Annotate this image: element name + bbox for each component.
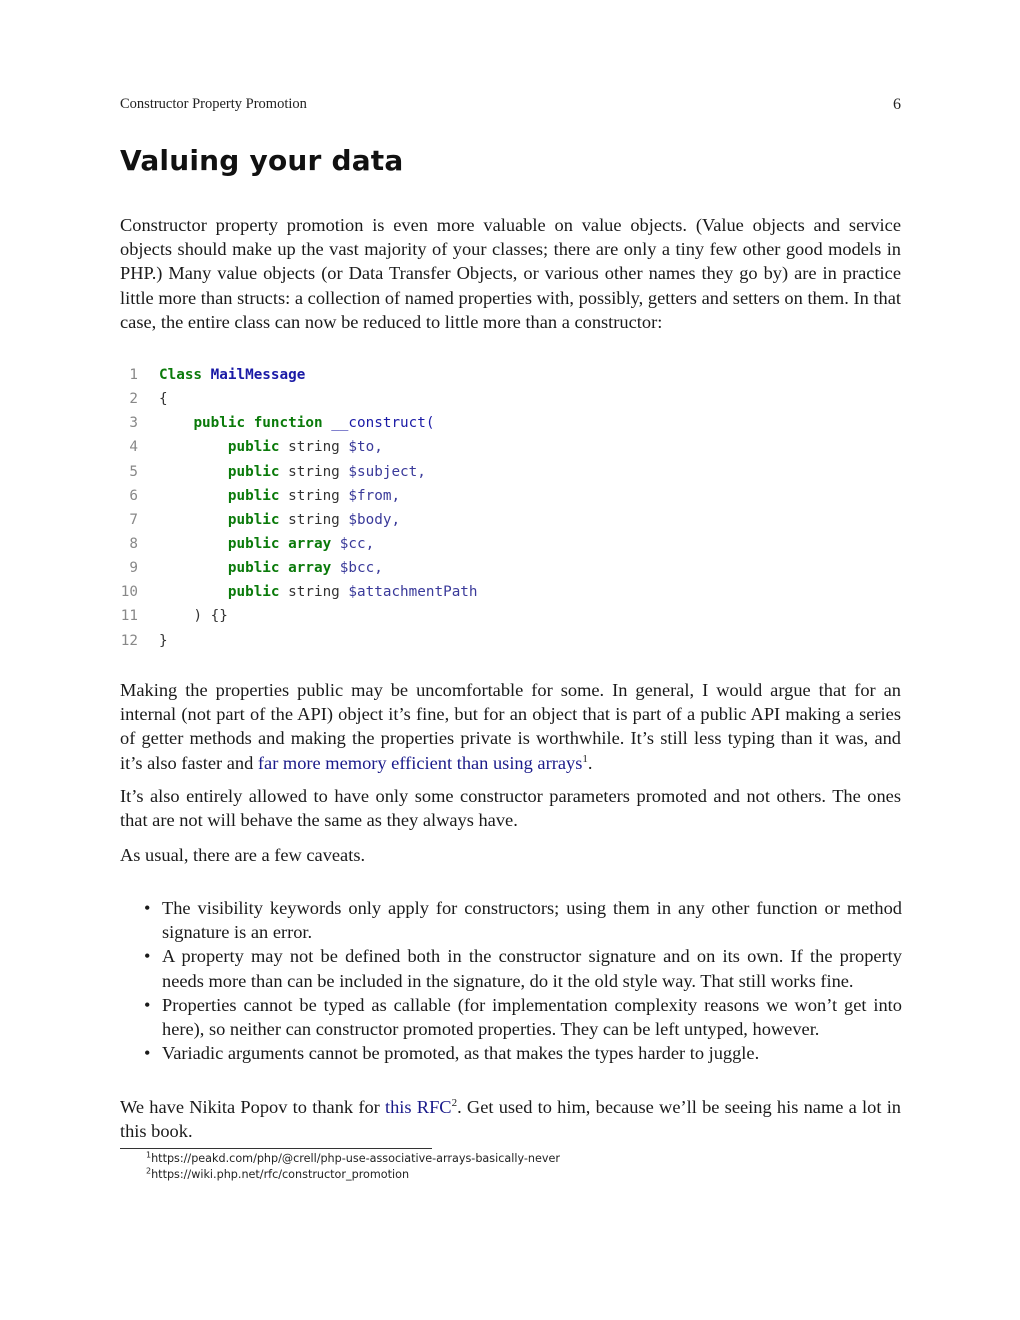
param-attachment-path: $attachmentPath (348, 584, 478, 601)
page-number: 6 (893, 96, 901, 113)
arrays-memory-link[interactable]: far more memory efficient than using arrays (257, 752, 583, 773)
line-number: 8 (129, 535, 138, 552)
line-number: 6 (129, 487, 138, 504)
line-number: 12 (120, 632, 138, 649)
line-number: 9 (129, 560, 138, 577)
footnote-divider (120, 1148, 432, 1149)
running-header (120, 96, 901, 114)
paragraph-public-properties (120, 678, 901, 775)
public-keyword: public (193, 415, 246, 432)
code-line (80, 580, 901, 604)
param-from: $from, (348, 487, 401, 504)
type-name: string (288, 463, 340, 480)
public-keyword: public (227, 535, 280, 552)
footnote-2 (146, 1167, 560, 1183)
code-block (80, 363, 901, 653)
running-title: Constructor Property Promotion (120, 96, 307, 112)
line-number: 7 (129, 511, 138, 528)
list-item: • The visibility keywords only apply for constructors; using them in any other function or method signature is an error. (142, 896, 902, 944)
code-line (80, 508, 901, 532)
line-number: 1 (129, 367, 138, 383)
footnote-url[interactable]: https://peakd.com/php/@crell/php-use-associative-arrays-basically-never (151, 1152, 560, 1165)
class-keyword: Class (159, 367, 203, 383)
footnote-url[interactable]: https://wiki.php.net/rfc/constructor_promotion (151, 1168, 410, 1181)
code-line (80, 556, 901, 580)
paragraph-credits (120, 1095, 901, 1143)
paragraph-text: . (587, 752, 593, 773)
line-number: 11 (120, 608, 138, 625)
param-to: $to, (348, 439, 383, 456)
public-keyword: public (227, 560, 280, 577)
code-line (80, 532, 901, 556)
rfc-link[interactable]: this RFC (385, 1097, 452, 1117)
footnote-ref-1[interactable]: 1 (582, 752, 588, 765)
paragraph-text: Making the properties public may be uncomfortable for some. In general, I would argue that for an internal (not part of the API) object it’s fine, but for an object that is part of a public API making a series of getter methods and making the properties private is worthwhile. It’s still less typing than it was, and it’s also faster and (120, 680, 901, 773)
footnote-ref-2[interactable]: 2 (451, 1096, 458, 1109)
paragraph-text: . Get used to him, because we’ll be seeing his name a lot in this book. (120, 1097, 902, 1142)
footnote-1 (146, 1151, 560, 1167)
caveats-list (142, 896, 902, 1065)
code-line (80, 363, 901, 387)
open-brace: { (159, 391, 168, 408)
paragraph-caveats-intro: As usual, there are a few caveats. (120, 845, 366, 865)
line-number: 3 (129, 415, 138, 432)
public-keyword: public (227, 439, 280, 456)
array-keyword: array (288, 535, 332, 552)
construct-name: __construct( (331, 415, 435, 432)
public-keyword: public (227, 584, 280, 601)
code-line (80, 604, 901, 628)
type-name: string (288, 439, 340, 456)
code-line (80, 484, 901, 508)
public-keyword: public (227, 511, 280, 528)
param-cc: $cc, (339, 535, 375, 552)
line-number: 10 (120, 584, 138, 601)
type-name: string (288, 487, 340, 504)
param-subject: $subject, (348, 463, 426, 480)
type-name: string (288, 511, 340, 528)
footnote-number: 1 (146, 1150, 152, 1160)
array-keyword: array (288, 560, 332, 577)
list-item: • Properties cannot be typed as callable (for implementation complexity reasons we won’t get into here), so neither can constructor promoted properties. They can be left untyped, however. (142, 993, 902, 1041)
intro-paragraph: Constructor property promotion is even more valuable on value objects. (Value objects and service objects should make up the vast majority of your classes; there are only a tiny few other good models in PHP.) Many value objects (or Data Transfer Objects, or various other names they go by) are in practice little more than structs: a collection of named properties with, possibly, getters and setters on them. In that case, the entire class can now be reduced to little more than a constructor: (120, 215, 901, 332)
type-name: string (288, 584, 340, 601)
public-keyword: public (227, 463, 280, 480)
param-body: $body, (348, 511, 401, 528)
code-line (80, 460, 901, 484)
line-number: 4 (129, 439, 138, 456)
list-item: • A property may not be defined both in the constructor signature and on its own. If the property needs more than can be included in the signature, do it the old style way. That still works fine. (142, 944, 902, 992)
line-number: 5 (129, 463, 138, 480)
footnote-number: 2 (146, 1166, 152, 1176)
section-title: Valuing your data (120, 144, 404, 177)
list-item: • Variadic arguments cannot be promoted, as that makes the types harder to juggle. (142, 1041, 902, 1065)
code-line (80, 387, 901, 411)
code-line (80, 411, 901, 435)
line-number: 2 (129, 391, 138, 408)
close-constructor: ) {} (193, 608, 228, 625)
close-brace: } (159, 632, 168, 649)
footnotes (146, 1151, 560, 1183)
public-keyword: public (227, 487, 280, 504)
class-name: MailMessage (210, 367, 306, 383)
function-keyword: function (253, 415, 323, 432)
paragraph-text: We have Nikita Popov to thank for (120, 1097, 385, 1117)
paragraph-partial-promotion: It’s also entirely allowed to have only some constructor parameters promoted and not others. The ones that are not will behave the same as they always have. (120, 786, 901, 831)
code-line (80, 435, 901, 459)
code-line (80, 629, 901, 653)
param-bcc: $bcc, (339, 560, 383, 577)
